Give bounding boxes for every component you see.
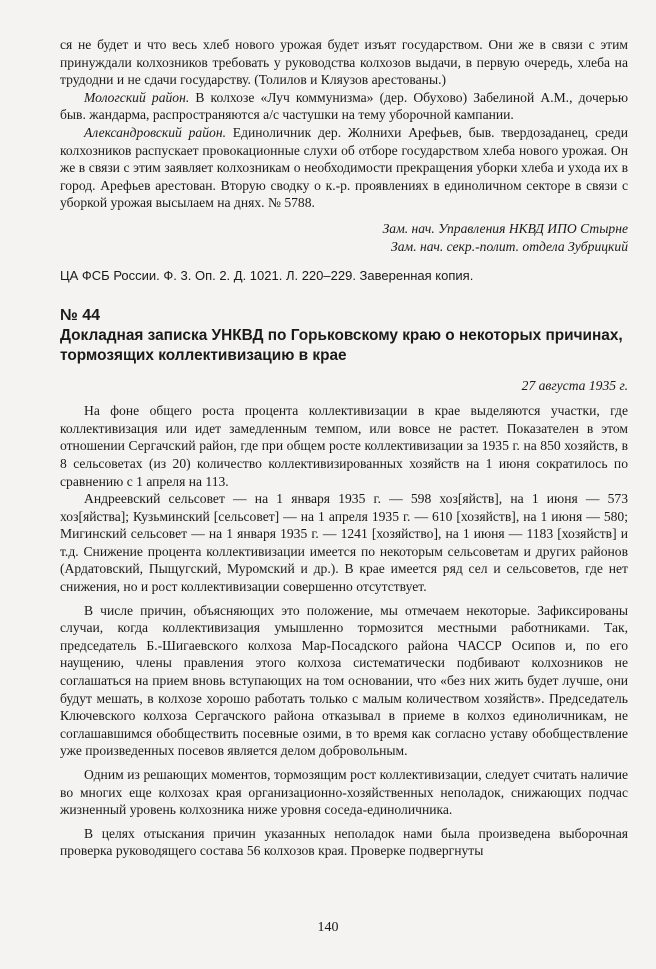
- body-paragraph: В числе причин, объясняющих это положение, мы отмечаем некоторые. Зафиксированы случаи, когда коллективизация умышленно тормозится местными работниками. Так, председатель Б.-Шигаевского колхоза Мар-Посадского района ЧАССР Осипов и, по его наущению, члены правления этого колхоза систематически подбивают колхозников не соглашаться на прием вновь вступающих на том основании, что «без них жить будет лучше, они будут мешать, в колхозе хорошо работать только с малым количеством хозяйств». Председатель Ключевского колхоза Сергачского района отказывал в приеме в колхоз единоличникам, не соглашавшимся обобществить посевные озими, в то время как согласно уставу обобществление уже произведенных посевов является делом добровольным.: [60, 602, 628, 759]
- continued-paragraph: ся не будет и что весь хлеб нового урожая будет изъят государством. Они же в связи с этим принуждали колхозников требовать у руководства колхозов выдачи, в первую очередь, хлеба на трудодни и не сдачи государству. (Толилов и Кляузов арестованы.): [60, 37, 628, 88]
- archive-reference: ЦА ФСБ России. Ф. 3. Оп. 2. Д. 1021. Л. 220–229. Заверенная копия.: [60, 268, 474, 284]
- document-number: № 44: [60, 307, 101, 325]
- signature-line: Зам. нач. секр.-полит. отдела Зубрицкий: [391, 238, 628, 254]
- district-report-mologsky: [60, 89, 628, 124]
- document-date: 27 августа 1935 г.: [521, 378, 628, 394]
- page-number: 140: [317, 920, 339, 935]
- district-report-text: Единоличник дер. Жолнихи Арефьев, быв. твердозаданец, среди колхозников распускает провокационные слухи об отборе государством хлеба нового урожая. Он же в связи с этим заявляет колхозникам о необходимости прекращения уборки хлеба и ухода их в город. Арефьев арестован. Вторую сводку о к.-р. проявлениях в единоличном секторе в связи с уборкой урожая высылаем на днях. № 5788.: [60, 124, 628, 211]
- district-name: Мологский район.: [84, 89, 190, 105]
- district-report-text: В колхозе «Луч коммунизма» (дер. Обухово) Забелиной А.М., дочерью быв. жандарма, распространяются а/с частушки на тему уборочной кампании.: [60, 89, 628, 123]
- signature-line: Зам. нач. Управления НКВД ИПО Стырне: [382, 220, 628, 236]
- body-paragraph: В целях отыскания причин указанных неполадок нами была произведена выборочная проверка руководящего состава 56 колхозов края. Проверке подвергнуты: [60, 825, 628, 859]
- district-name: Александровский район.: [84, 124, 226, 140]
- body-paragraph: Одним из решающих моментов, тормозящим рост коллективизации, следует считать наличие во многих еще колхозах края организационно-хозяйственных неполадок, снижающих подчас жизненный уровень колхозника ниже уровня соседа-единоличника.: [60, 767, 628, 818]
- district-report-aleksandrovsky: [60, 124, 628, 212]
- document-title: Докладная записка УНКВД по Горьковскому краю о некоторых причинах, тормозящих коллективизацию в крае: [60, 327, 623, 365]
- body-paragraph: Андреевский сельсовет — на 1 января 1935 г. — 598 хоз[яйств], на 1 июня — 573 хоз[яйства]; Кузьминский [сельсовет] — на 1 апреля 1935 г. — 610 [хозяйств], на 1 июня — 580; Мигинский сельсовет — на 1 января 1935 г. — 1241 [хозяйство], на 1 июня — 1183 [хозяйств] и т.д. Снижение процента коллективизации имеется по некоторым сельсоветам и других районов (Ардатовский, Пыщугский, Муромский и др.). В крае имеется ряд сел и сельсоветов, где нет снижения, но и рост коллективизации совершенно отсутствует.: [60, 491, 628, 595]
- signature-block: [60, 220, 628, 255]
- body-paragraph: На фоне общего роста процента коллективизации в крае выделяются участки, где коллективизация или идет замедленным темпом, или вовсе не растет. Показателен в этом отношении Сергачский район, где при общем росте коллективизации за 1935 г. на 850 хозяйств, в 8 сельсоветах (из 20) количество коллективизированных хозяйств на 1 июня сократилось по сравнению с 1 апреля на 113.: [60, 403, 628, 489]
